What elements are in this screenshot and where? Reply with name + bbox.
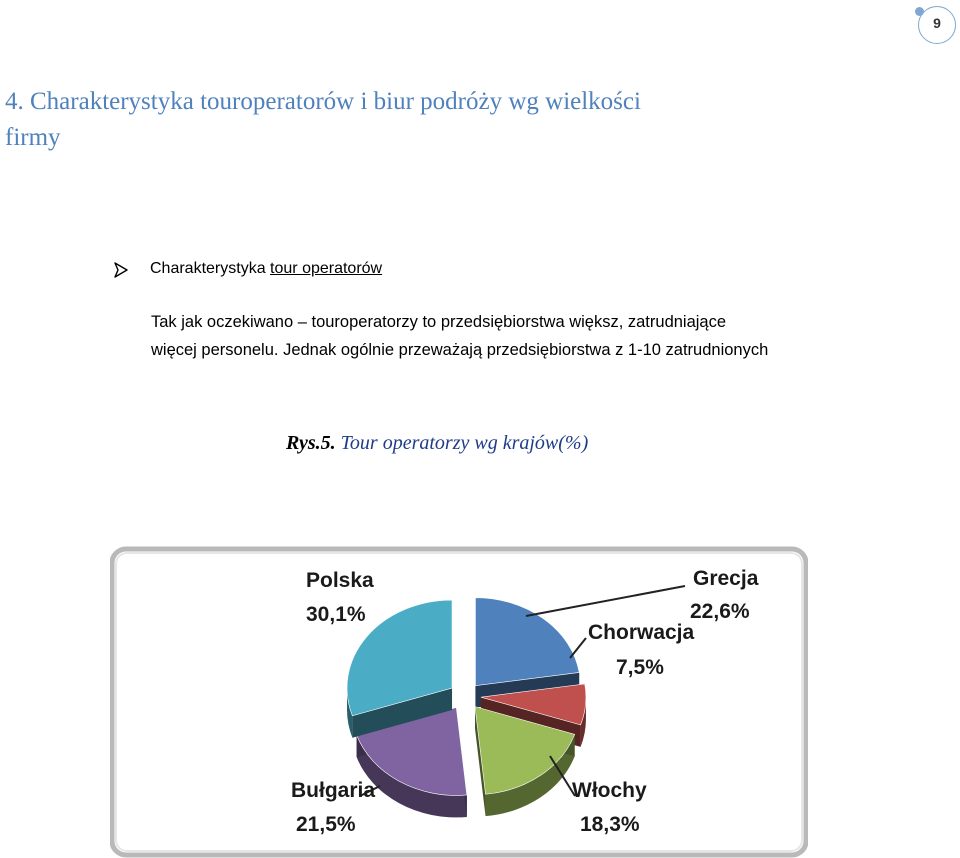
slice-value-włochy: 18,3% <box>580 813 640 836</box>
caption-title: Tour operatorzy wg krajów(%) <box>340 432 589 454</box>
bullet-text <box>150 260 382 278</box>
slice-value-grecja: 22,6% <box>690 600 750 623</box>
slice-value-polska: 30,1% <box>306 603 366 626</box>
heading-line2: firmy <box>5 124 61 151</box>
bullet-prefix: Charakterystyka <box>150 260 271 277</box>
paragraph-line2: więcej personelu. Jednak ogólnie przeważają przedsiębiorstwa z 1-10 zatrudnionych <box>151 341 769 359</box>
slice-label-chorwacja: Chorwacja <box>588 621 695 644</box>
pie-chart-svg <box>110 546 808 858</box>
slice-label-polska: Polska <box>306 569 374 592</box>
page-number-badge <box>918 6 956 44</box>
slice-label-grecja: Grecja <box>693 567 759 590</box>
body-paragraph <box>151 308 871 364</box>
heading-line1: Charakterystyka touroperatorów i biur podróży wg wielkości <box>30 88 641 115</box>
slice-label-włochy: Włochy <box>572 779 647 802</box>
paragraph-line1: Tak jak oczekiwano – touroperatorzy to przedsiębiorstwa większ, zatrudniające <box>151 313 727 331</box>
figure-caption <box>286 432 588 455</box>
slice-value-bułgaria: 21,5% <box>296 813 356 836</box>
section-heading <box>5 84 805 156</box>
pie-chart <box>110 546 808 858</box>
arrow-bullet-icon <box>112 261 130 279</box>
bullet-underlined: tour operatorów <box>270 260 383 277</box>
page-number: 9 <box>933 15 941 31</box>
caption-label: Rys.5. <box>286 432 336 454</box>
heading-number: 4. <box>5 88 24 115</box>
slice-value-chorwacja: 7,5% <box>616 656 664 679</box>
slice-label-bułgaria: Bułgaria <box>291 779 376 802</box>
